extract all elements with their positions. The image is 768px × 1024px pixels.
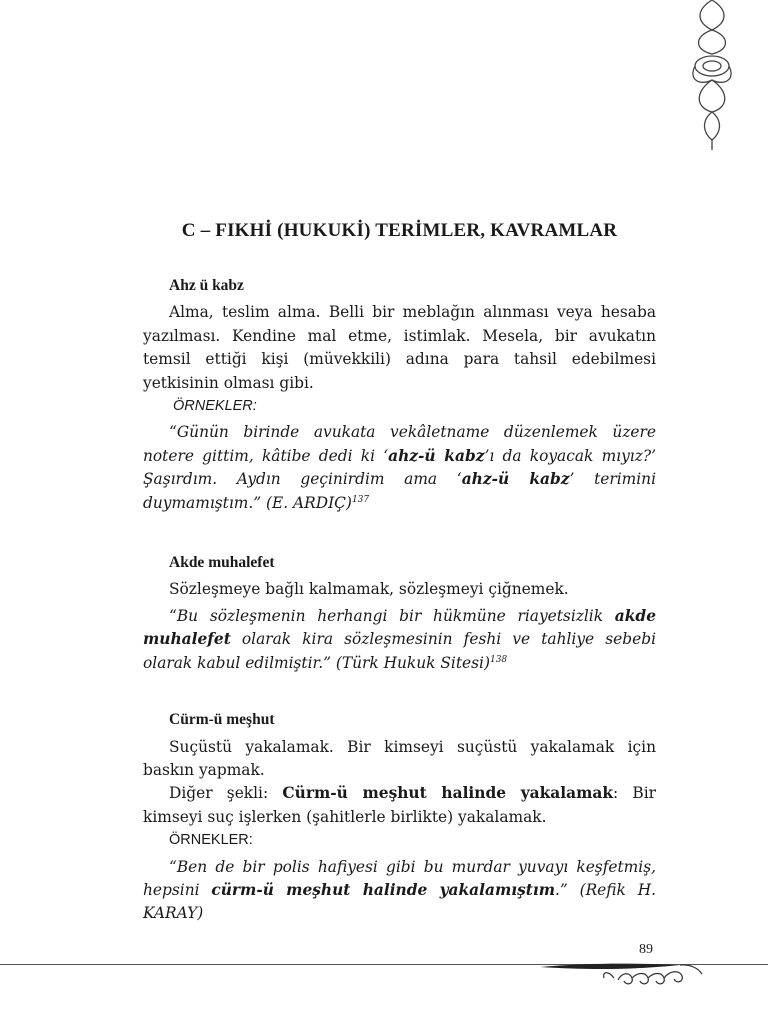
- section-heading: C – FIKHİ (HUKUKİ) TERİMLER, KAVRAMLAR: [181, 220, 618, 241]
- examples-label: ÖRNEKLER:: [169, 832, 253, 849]
- other-form: Diğer şekli: Cürm-ü meşhut halinde yakalamak: Bir kimseyi suç işlerken (şahitlerle birlikte) yakalamak.: [143, 784, 656, 826]
- page-body: [143, 274, 656, 926]
- example-quote: “Ben de bir polis hafiyesi gibi bu murdar yuvayı keşfetmiş, hepsini cürm-ü meşhut halinde yakalamıştım.” (Refik H. KARAY): [143, 857, 657, 923]
- definition: Alma, teslim alma. Belli bir meblağın alınması veya hesaba yazılması. Kendine mal etme, istimlak. Mesela, bir avukatın temsil ettiği kişi (müvekkili) adına para tahsil edebilmesi yetkisinin olması gibi.: [143, 303, 656, 392]
- term-curm-u-meshut: Cürm-ü meşhut: [169, 711, 275, 729]
- examples-label: ÖRNEKLER:: [173, 398, 257, 415]
- example-quote: “Bu sözleşmenin herhangi bir hükmüne riayetsizlik akde muhalefet olarak kira sözleşmesinin feshi ve tahliye sebebi olarak kabul edilmiştir.” (Türk Hukuk Sitesi)$^{138}$: [143, 606, 656, 672]
- term-ahz-u-kabz: Ahz ü kabz: [169, 277, 244, 294]
- definition: Suçüstü yakalamak. Bir kimseyi suçüstü yakalamak için baskın yapmak.: [143, 737, 656, 779]
- page-number: 89: [639, 942, 653, 957]
- term-akde-muhalefet: Akde muhalefet: [169, 554, 275, 572]
- definition: Sözleşmeye bağlı kalmamak, sözleşmeyi çiğnemek.: [169, 580, 569, 599]
- footnote-marker: 138: [489, 654, 508, 665]
- example-quote: “Günün birinde avukata vekâletname düzenlemek üzere notere gittim, kâtibe dedi ki ‘ahz-ü kabz’ı da koyacak mıyız?’ Şaşırdım. Aydın geçinirdim ama ‘ahz-ü kabz’ terimini duymamıştım.” (E. ARDIÇ)$^{137}$: [143, 423, 656, 512]
- footnote-marker: 137: [351, 494, 370, 505]
- top-flourish-ornament-icon: [686, 0, 738, 150]
- bottom-flourish-ornament-icon: [530, 950, 750, 990]
